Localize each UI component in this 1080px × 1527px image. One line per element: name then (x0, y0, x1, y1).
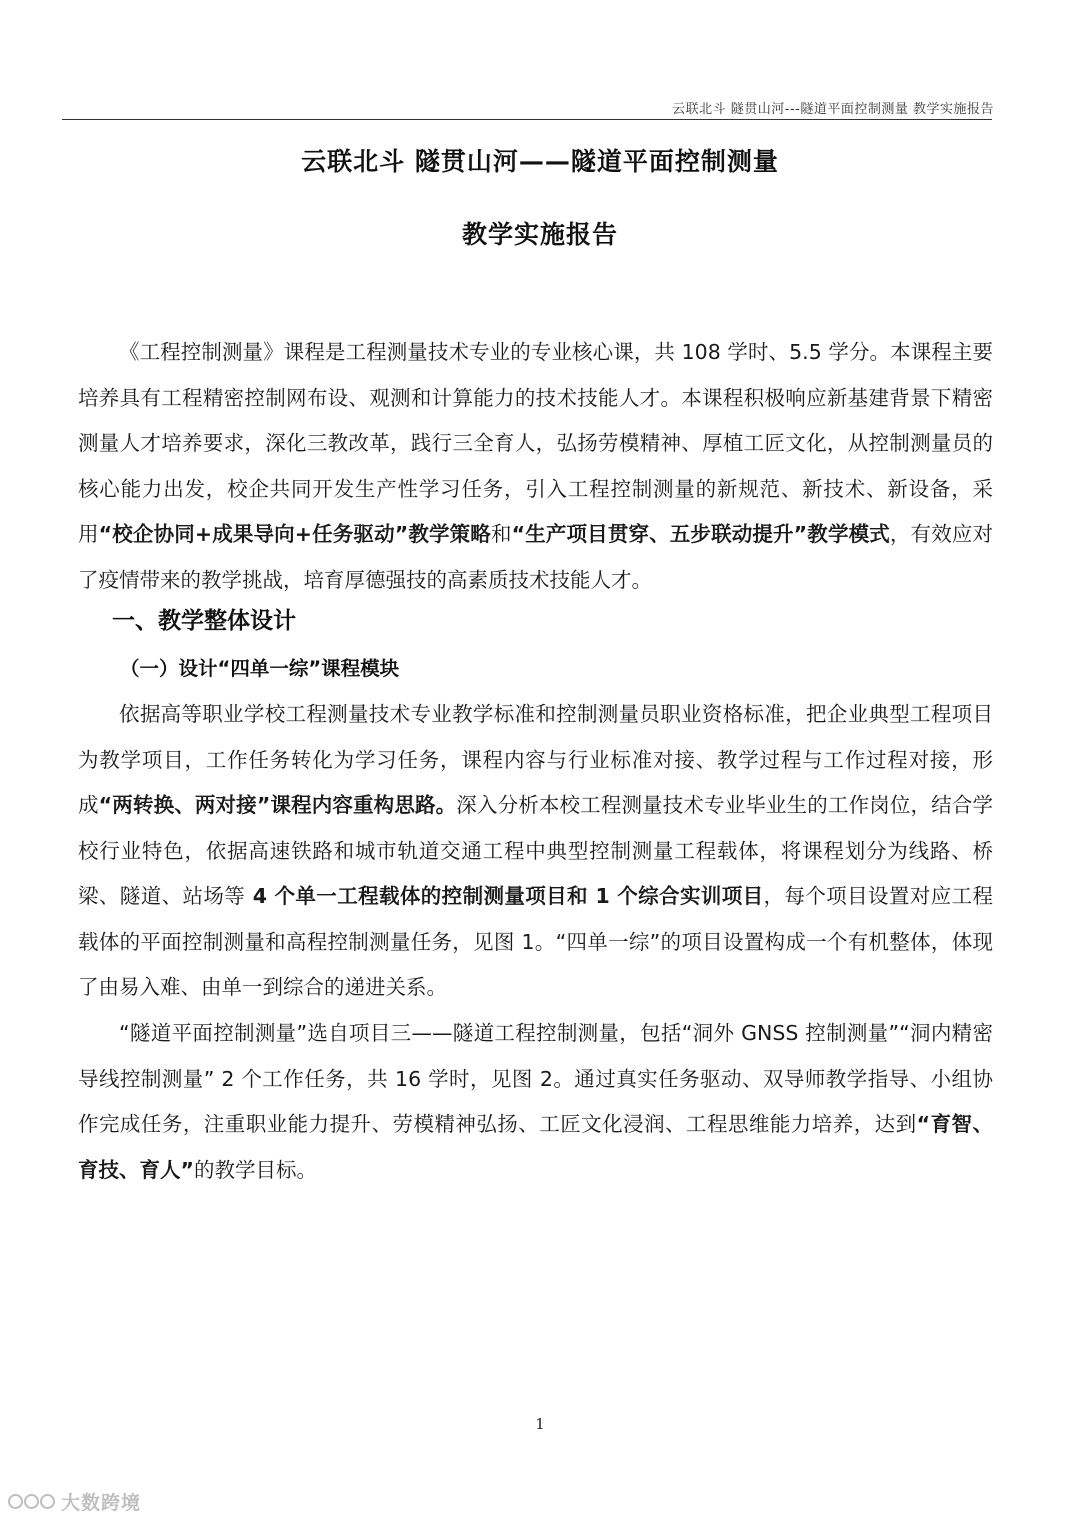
tunnel-paragraph (78, 1011, 993, 1193)
module-text-1: 依据高等职业学校工程测量技术专业教学标准和控制测量员职业资格标准，把企业典型工程项目为教学项目，工作任务转化为学习任务，课程内容与行业标准对接、教学过程与工作过程对接，形成 (78, 702, 993, 817)
intro-bold-mode: “生产项目贯穿、五步联动提升”教学模式 (511, 522, 890, 546)
module-bold-idea: “两转换、两对接”课程内容重构思路。 (98, 793, 457, 817)
module-text-2: 深入分析本校工程测量技术专业毕业生的工作岗位，结合学校行业特色，依据高速铁路和城市轨道交通工程中典型控制测量工程载体，将课程划分为线路、桥梁、隧道、站场等 (78, 793, 993, 908)
document-subtitle: 教学实施报告 (461, 220, 618, 249)
intro-bold-strategy: “校企协同+成果导向+任务驱动”教学策略 (98, 522, 491, 546)
header-rule (62, 119, 992, 120)
document-title: 云联北斗 隧贯山河——隧道平面控制测量 (301, 147, 779, 176)
tunnel-bold-goal: “育智、育技、育人” (78, 1112, 993, 1182)
section-heading: 一、教学整体设计 (112, 608, 296, 634)
intro-paragraph (78, 330, 993, 603)
module-bold-projects: 4 个单一工程载体的控制测量项目和 1 个综合实训项目 (245, 884, 764, 908)
intro-text-1: 《工程控制测量》课程是工程测量技术专业的专业核心课，共 108 学时、5.5 学分。本课程主要培养具有工程精密控制网布设、观测和计算能力的技术技能人才。本课程积极响应新基建背景下精密测量人才培养要求，深化三教改革，践行三全育人，弘扬劳模精神、厚植工匠文化，从控制测量员的核心能力出发，校企共同开发生产性学习任务，引入工程控制测量的新规范、新技术、新设备，采用 (78, 340, 993, 546)
tunnel-text-2: 的教学目标。 (193, 1157, 317, 1182)
subsection-heading: （一）设计“四单一综”课程模块 (120, 657, 400, 680)
module-paragraph (78, 692, 993, 1011)
watermark (8, 1488, 141, 1515)
intro-text-3: ，有效应对了疫情带来的教学挑战，培育厚德强技的高素质技术技能人才。 (78, 522, 994, 592)
running-header: 云联北斗 隧贯山河---隧道平面控制测量 教学实施报告 (672, 102, 994, 117)
watermark-logo-icon (8, 1494, 55, 1509)
page-number: 1 (535, 1415, 545, 1433)
intro-text-2: 和 (490, 522, 512, 546)
module-text-3: ，每个项目设置对应工程载体的平面控制测量和高程控制测量任务，见图 1。“四单一综”的项目设置构成一个有机整体，体现了由易入难、由单一到综合的递进关系。 (78, 884, 994, 999)
watermark-text: 大数跨境 (61, 1492, 142, 1514)
tunnel-text-1: “隧道平面控制测量”选自项目三——隧道工程控制测量，包括“洞外 GNSS 控制测量”“洞内精密导线控制测量” 2 个工作任务，共 16 学时，见图 2。通过真实任务驱动、双导师教学指导、小组协作完成任务，注重职业能力提升、劳模精神弘扬、工匠文化浸润、工程思维能力培养，达到 (78, 1021, 993, 1136)
